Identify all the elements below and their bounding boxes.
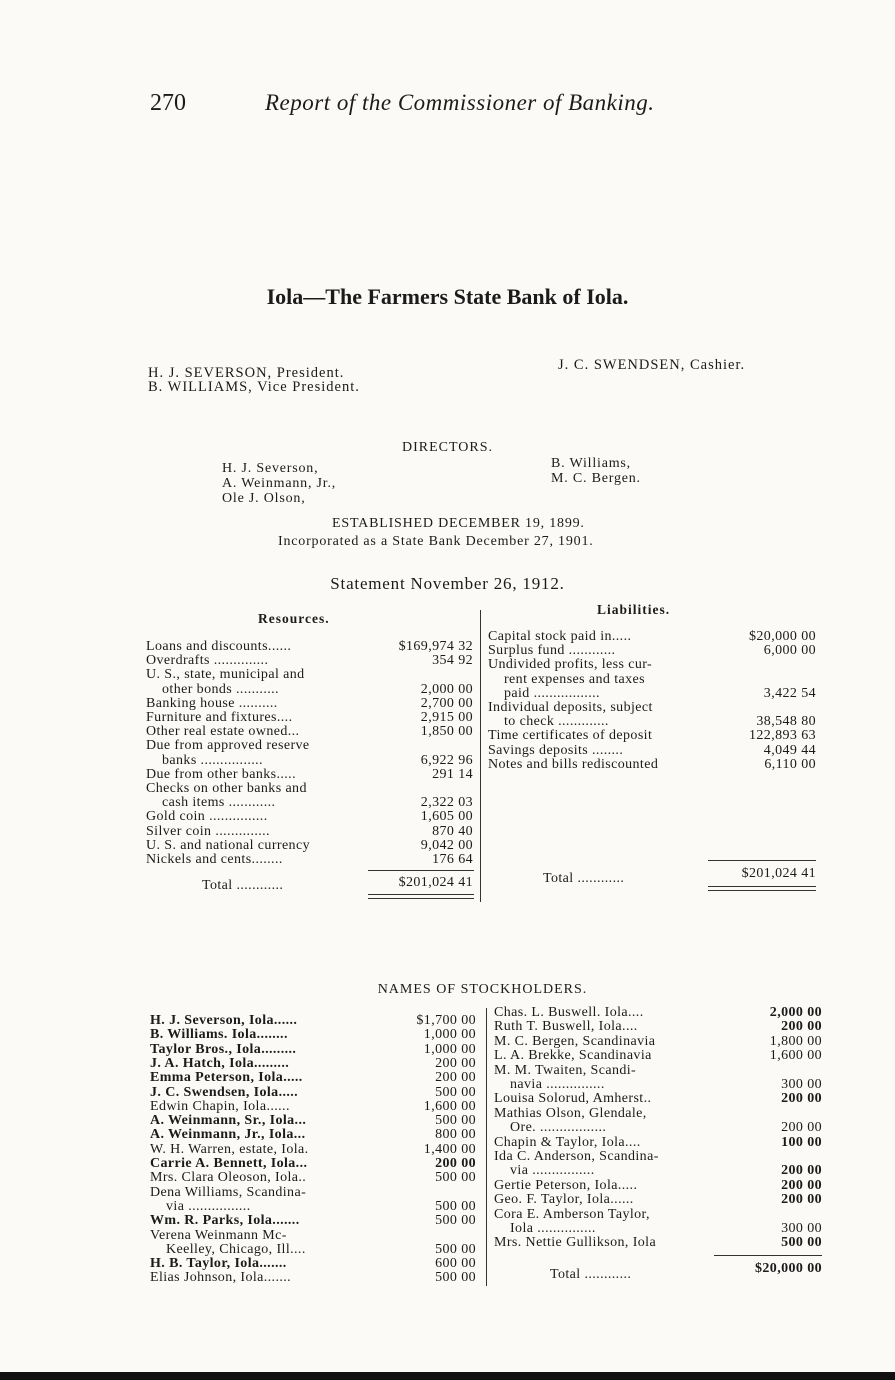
stockholder-row-amount: 300 00 bbox=[781, 1221, 822, 1236]
resources-total-rule bbox=[368, 870, 474, 871]
stockholder-row-label: Keelley, Chicago, Ill.... bbox=[166, 1241, 306, 1257]
liabilities-heading: Liabilities. bbox=[597, 602, 671, 617]
liability-row-amount: $20,000 00 bbox=[749, 629, 816, 644]
president: H. J. SEVERSON, President. bbox=[148, 365, 345, 381]
director-name: H. J. Severson, bbox=[222, 461, 319, 476]
stockholder-row-amount: 500 00 bbox=[781, 1235, 822, 1251]
resource-row-amount: 870 40 bbox=[432, 823, 473, 839]
liability-row-label: to check ............. bbox=[504, 714, 609, 730]
liability-row-label: rent expenses and taxes bbox=[504, 671, 645, 687]
director-name: B. Williams, bbox=[551, 456, 631, 471]
stockholders-total-rule bbox=[714, 1255, 822, 1256]
stockholder-row-amount: 200 00 bbox=[435, 1070, 476, 1086]
stockholder-row-label: Cora E. Amberson Taylor, bbox=[494, 1206, 650, 1222]
resource-row-amount: 354 92 bbox=[432, 653, 473, 669]
stockholder-row-amount: 1,600 00 bbox=[769, 1048, 822, 1064]
stockholder-row-label: Verena Weinmann Mc- bbox=[150, 1227, 287, 1243]
stockholder-row-label: Ore. ................. bbox=[510, 1120, 607, 1136]
page-bottom-edge bbox=[0, 1372, 895, 1380]
resource-row bbox=[146, 853, 476, 868]
stockholder-row-label: Mathias Olson, Glendale, bbox=[494, 1105, 647, 1121]
stockholder-row-amount: 200 00 bbox=[781, 1019, 822, 1035]
stockholder-row-label: Elias Johnson, Iola....... bbox=[150, 1270, 292, 1286]
stockholder-row bbox=[494, 1236, 824, 1251]
resources-total: $201,024 41 bbox=[398, 875, 473, 890]
stockholder-row-amount: 200 00 bbox=[435, 1055, 476, 1071]
resource-row-label: banks ................ bbox=[162, 752, 263, 768]
resources-heading: Resources. bbox=[258, 611, 330, 626]
stockholders-total-label: Total ............ bbox=[550, 1267, 632, 1282]
stockholder-row-label: H. J. Severson, Iola...... bbox=[150, 1013, 298, 1028]
liabilities-total-label: Total ............ bbox=[543, 871, 625, 886]
resource-row-label: Loans and discounts...... bbox=[146, 639, 292, 654]
stockholder-row-amount: 200 00 bbox=[435, 1156, 476, 1171]
stockholder-row-amount: 1,000 00 bbox=[423, 1041, 476, 1057]
established: ESTABLISHED DECEMBER 19, 1899. bbox=[332, 516, 585, 531]
resource-row-label: Banking house .......... bbox=[146, 695, 278, 711]
stockholder-row bbox=[150, 1071, 480, 1086]
stockholder-row-label: M. C. Bergen, Scandinavia bbox=[494, 1033, 656, 1049]
stockholder-row-label: H. B. Taylor, Iola....... bbox=[150, 1256, 287, 1272]
stockholder-row-label: J. A. Hatch, Iola......... bbox=[150, 1055, 290, 1071]
stockholder-row-label: Carrie A. Bennett, Iola... bbox=[150, 1156, 308, 1171]
resource-row-amount: 6,922 96 bbox=[420, 752, 473, 768]
statement-column-divider bbox=[480, 610, 481, 902]
stockholder-row-amount: 200 00 bbox=[781, 1091, 822, 1107]
resource-row-label: Checks on other banks and bbox=[146, 781, 307, 796]
liabilities-total: $201,024 41 bbox=[741, 866, 816, 881]
stockholder-row-label: Louisa Solorud, Amherst.. bbox=[494, 1091, 652, 1107]
vice-president: B. WILLIAMS, Vice President. bbox=[148, 379, 360, 395]
liability-row-label: Notes and bills rediscounted bbox=[488, 756, 659, 772]
resource-row-label: Furniture and fixtures.... bbox=[146, 710, 293, 725]
stockholders-total: $20,000 00 bbox=[755, 1261, 822, 1276]
liability-row-amount: 38,548 80 bbox=[756, 714, 816, 730]
liability-row-label: paid ................. bbox=[504, 685, 600, 701]
liabilities-total-double-rule-1 bbox=[708, 886, 816, 887]
stockholder-row-label: W. H. Warren, estate, Iola. bbox=[150, 1141, 309, 1157]
stockholder-row-amount: 1,400 00 bbox=[423, 1141, 476, 1157]
stockholder-row-label: Chas. L. Buswell. Iola.... bbox=[494, 1005, 644, 1020]
stockholder-row-label: via ................ bbox=[510, 1163, 595, 1179]
stockholder-row-label: Geo. F. Taylor, Iola...... bbox=[494, 1192, 634, 1208]
liability-row-amount: 4,049 44 bbox=[763, 742, 816, 758]
stockholder-row-amount: 2,000 00 bbox=[769, 1005, 822, 1020]
resource-row-label: Due from approved reserve bbox=[146, 738, 310, 754]
stockholder-row-label: Ruth T. Buswell, Iola.... bbox=[494, 1019, 638, 1035]
stockholder-row-amount: 1,600 00 bbox=[423, 1098, 476, 1114]
bank-title: Iola—The Farmers State Bank of Iola. bbox=[266, 284, 629, 309]
liability-row-label: Time certificates of deposit bbox=[488, 728, 653, 744]
stockholder-row-label: Taylor Bros., Iola......... bbox=[150, 1041, 297, 1057]
stockholder-row-amount: 200 00 bbox=[781, 1163, 822, 1179]
liabilities-total-double-rule-2 bbox=[708, 890, 816, 891]
resources-total-double-rule-1 bbox=[368, 894, 474, 895]
liabilities-total-rule bbox=[708, 860, 816, 861]
resource-row-label: cash items ............ bbox=[162, 795, 276, 811]
stockholder-row-amount: 800 00 bbox=[435, 1127, 476, 1143]
page-number: 270 bbox=[150, 90, 186, 116]
liability-row-label: Savings deposits ........ bbox=[488, 742, 624, 758]
stockholder-row bbox=[150, 1271, 480, 1286]
stockholder-row-label: M. M. Twaiten, Scandi- bbox=[494, 1062, 637, 1078]
stockholder-row-label: Chapin & Taylor, Iola.... bbox=[494, 1134, 641, 1150]
liability-row-label: Capital stock paid in..... bbox=[488, 629, 632, 644]
stockholder-row-label: A. Weinmann, Jr., Iola... bbox=[150, 1127, 306, 1143]
stockholder-row-label: Mrs. Nettie Gullikson, Iola bbox=[494, 1235, 657, 1251]
running-title: Report of the Commissioner of Banking. bbox=[265, 90, 655, 115]
stockholder-row-label: L. A. Brekke, Scandinavia bbox=[494, 1048, 652, 1064]
resource-row-label: Due from other banks..... bbox=[146, 766, 296, 782]
cashier: J. C. SWENDSEN, Cashier. bbox=[558, 357, 746, 373]
stockholder-row-amount: 300 00 bbox=[781, 1077, 822, 1092]
stockholder-row-label: Emma Peterson, Iola..... bbox=[150, 1070, 303, 1086]
director-name: M. C. Bergen. bbox=[551, 471, 641, 486]
liability-row-amount: 122,893 63 bbox=[749, 728, 816, 744]
resource-row-amount: 2,322 03 bbox=[420, 795, 473, 811]
directors-heading: DIRECTORS. bbox=[401, 440, 494, 455]
stockholder-row-amount: 500 00 bbox=[435, 1270, 476, 1286]
liability-row-label: Surplus fund ............ bbox=[488, 643, 616, 659]
stockholder-row bbox=[150, 1214, 480, 1229]
stockholder-row-amount: 1,800 00 bbox=[769, 1033, 822, 1049]
stockholder-row-label: Mrs. Clara Oleoson, Iola.. bbox=[150, 1170, 307, 1186]
stockholder-row-label: Edwin Chapin, Iola...... bbox=[150, 1098, 290, 1114]
resource-row-label: Overdrafts .............. bbox=[146, 653, 269, 669]
resource-row-amount: 2,000 00 bbox=[420, 681, 473, 697]
liability-row-label: Undivided profits, less cur- bbox=[488, 657, 653, 673]
stockholder-row-label: Gertie Peterson, Iola..... bbox=[494, 1177, 638, 1193]
resource-row-amount: 2,700 00 bbox=[420, 695, 473, 711]
stockholder-row-label: Dena Williams, Scandina- bbox=[150, 1184, 307, 1200]
stockholder-row bbox=[494, 1193, 824, 1208]
resource-row-label: Silver coin .............. bbox=[146, 823, 270, 839]
director-name: Ole J. Olson, bbox=[222, 491, 306, 506]
incorporated: Incorporated as a State Bank December 27, 1901. bbox=[278, 534, 594, 549]
stockholder-row-amount: 500 00 bbox=[435, 1198, 476, 1214]
resource-row-amount: $169,974 32 bbox=[398, 639, 473, 654]
stockholder-row-label: Iola ............... bbox=[510, 1221, 596, 1236]
stockholder-row-label: Wm. R. Parks, Iola....... bbox=[150, 1213, 300, 1229]
stockholder-row-label: Ida C. Anderson, Scandina- bbox=[494, 1149, 659, 1164]
stockholder-row-amount: 500 00 bbox=[435, 1084, 476, 1100]
stockholder-row-amount: 100 00 bbox=[781, 1134, 822, 1150]
liability-row-label: Individual deposits, subject bbox=[488, 700, 653, 715]
stockholder-row-label: B. Williams. Iola........ bbox=[150, 1027, 288, 1043]
resource-row-amount: 9,042 00 bbox=[420, 837, 473, 853]
stockholders-heading: NAMES OF STOCKHOLDERS. bbox=[377, 982, 588, 997]
liability-row-amount: 3,422 54 bbox=[763, 685, 816, 701]
stockholder-row-amount: 200 00 bbox=[781, 1120, 822, 1136]
liability-row-amount: 6,000 00 bbox=[763, 643, 816, 659]
liability-row-amount: 6,110 00 bbox=[764, 756, 816, 772]
stockholder-row-amount: 500 00 bbox=[435, 1213, 476, 1229]
resource-row-amount: 1,605 00 bbox=[420, 809, 473, 825]
stockholder-row bbox=[494, 1121, 824, 1136]
resource-row-label: Gold coin ............... bbox=[146, 809, 268, 825]
stockholder-row-amount: 600 00 bbox=[435, 1256, 476, 1272]
stockholder-row-label: J. C. Swendsen, Iola..... bbox=[150, 1084, 299, 1100]
director-name: A. Weinmann, Jr., bbox=[222, 476, 337, 491]
resource-row-label: other bonds ........... bbox=[162, 681, 279, 697]
resource-row-label: U. S., state, municipal and bbox=[146, 667, 305, 683]
stockholder-row-label: via ................ bbox=[166, 1198, 251, 1214]
stockholder-row-label: navia ............... bbox=[510, 1077, 605, 1092]
resource-row-amount: 176 64 bbox=[432, 852, 473, 867]
stockholder-row-amount: 1,000 00 bbox=[423, 1027, 476, 1043]
liability-row bbox=[488, 758, 818, 773]
resources-total-label: Total ............ bbox=[202, 878, 284, 893]
stockholder-row bbox=[494, 1049, 824, 1064]
resource-row-label: Other real estate owned... bbox=[146, 724, 300, 740]
stockholder-row-amount: 200 00 bbox=[781, 1177, 822, 1193]
resources-total-double-rule-2 bbox=[368, 898, 474, 899]
stockholder-row-amount: 200 00 bbox=[781, 1192, 822, 1208]
resource-row-amount: 291 14 bbox=[432, 766, 473, 782]
resource-row-amount: 2,915 00 bbox=[420, 710, 473, 725]
stockholder-row-amount: 500 00 bbox=[435, 1113, 476, 1129]
resource-row-label: Nickels and cents........ bbox=[146, 852, 283, 867]
stockholder-row-amount: 500 00 bbox=[435, 1241, 476, 1257]
stockholder-row-amount: $1,700 00 bbox=[416, 1013, 476, 1028]
resource-row-amount: 1,850 00 bbox=[420, 724, 473, 740]
stockholder-row-amount: 500 00 bbox=[435, 1170, 476, 1186]
resource-row-label: U. S. and national currency bbox=[146, 837, 310, 853]
stockholders-column-divider bbox=[486, 1008, 487, 1286]
statement-title: Statement November 26, 1912. bbox=[330, 574, 565, 593]
stockholder-row-label: A. Weinmann, Sr., Iola... bbox=[150, 1113, 307, 1129]
